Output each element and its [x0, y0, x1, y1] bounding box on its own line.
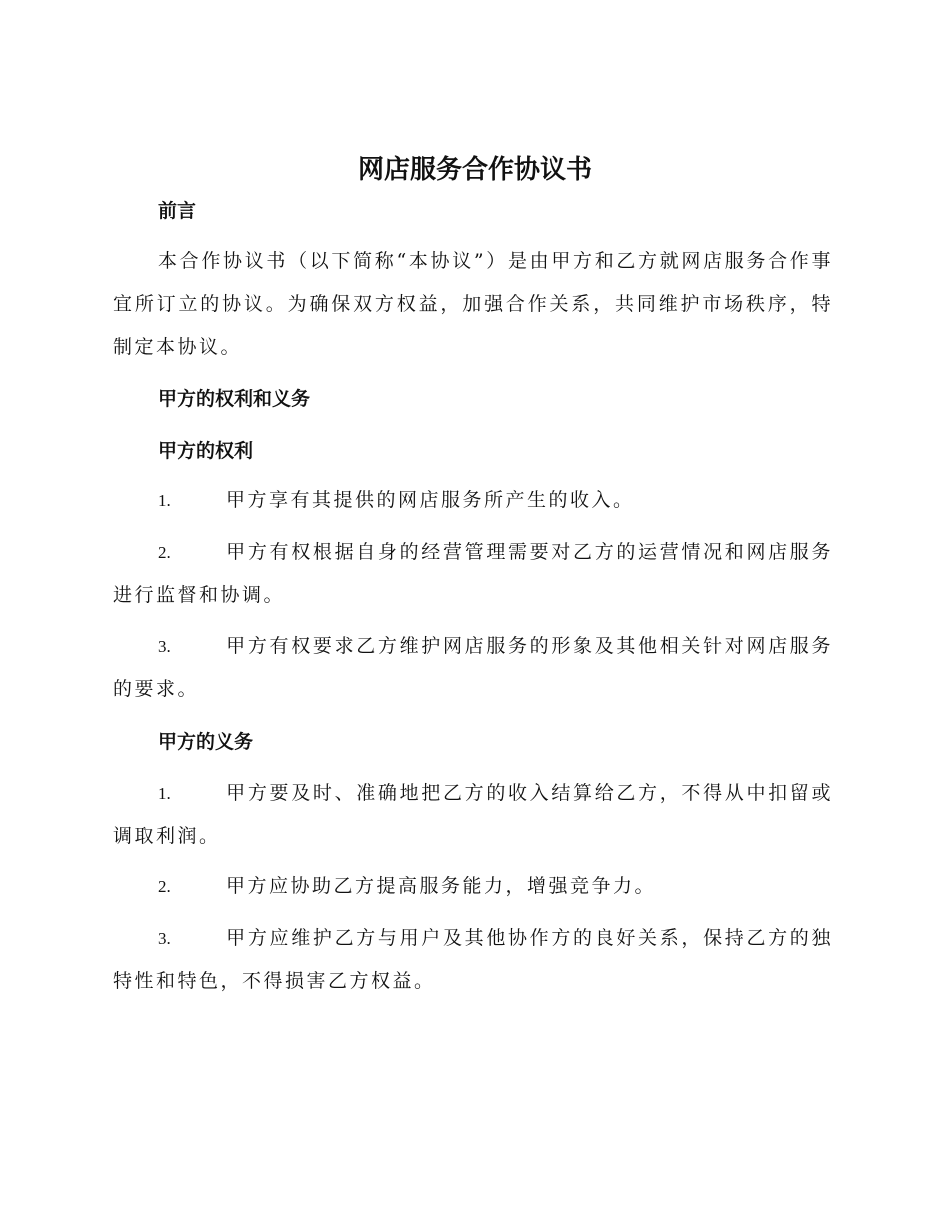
- duties-item-2: [113, 865, 833, 908]
- rights-item-2-text: 甲方有权根据自身的经营管理需要对乙方的运营情况和网店服务进行监督和协调。: [113, 541, 833, 606]
- rights-item-2: [113, 531, 833, 617]
- section-a-heading: 甲方的权利和义务: [158, 388, 311, 410]
- preface-paragraph: 本合作协议书（以下简称“本协议”）是由甲方和乙方就网店服务合作事宜所订立的协议。为确保双方权益，加强合作关系，共同维护市场秩序，特制定本协议。: [113, 250, 833, 358]
- preface-heading: 前言: [158, 200, 197, 222]
- rights-item-1-number: 1.: [158, 491, 171, 510]
- duties-heading: 甲方的义务: [158, 731, 254, 753]
- duties-item-2-number: 2.: [158, 877, 171, 896]
- duties-item-1-number: 1.: [158, 784, 171, 803]
- rights-item-3: [113, 625, 833, 711]
- rights-item-1-text: 甲方享有其提供的网店服务所产生的收入。: [226, 489, 635, 511]
- duties-item-1-text: 甲方要及时、准确地把乙方的收入结算给乙方，不得从中扣留或调取利润。: [113, 782, 833, 847]
- duties-item-3-number: 3.: [158, 929, 171, 948]
- duties-item-1: [113, 772, 833, 858]
- duties-item-3: [113, 917, 833, 1003]
- rights-item-3-number: 3.: [158, 637, 171, 656]
- document-title: 网店服务合作协议书: [357, 155, 592, 185]
- rights-item-2-number: 2.: [158, 543, 171, 562]
- duties-item-2-text: 甲方应协助乙方提高服务能力，增强竞争力。: [226, 875, 657, 897]
- rights-item-1: [113, 479, 833, 522]
- rights-item-3-text: 甲方有权要求乙方维护网店服务的形象及其他相关针对网店服务的要求。: [113, 635, 833, 700]
- duties-item-3-text: 甲方应维护乙方与用户及其他协作方的良好关系，保持乙方的独特性和特色，不得损害乙方权益。: [113, 927, 833, 992]
- rights-heading: 甲方的权利: [158, 440, 254, 462]
